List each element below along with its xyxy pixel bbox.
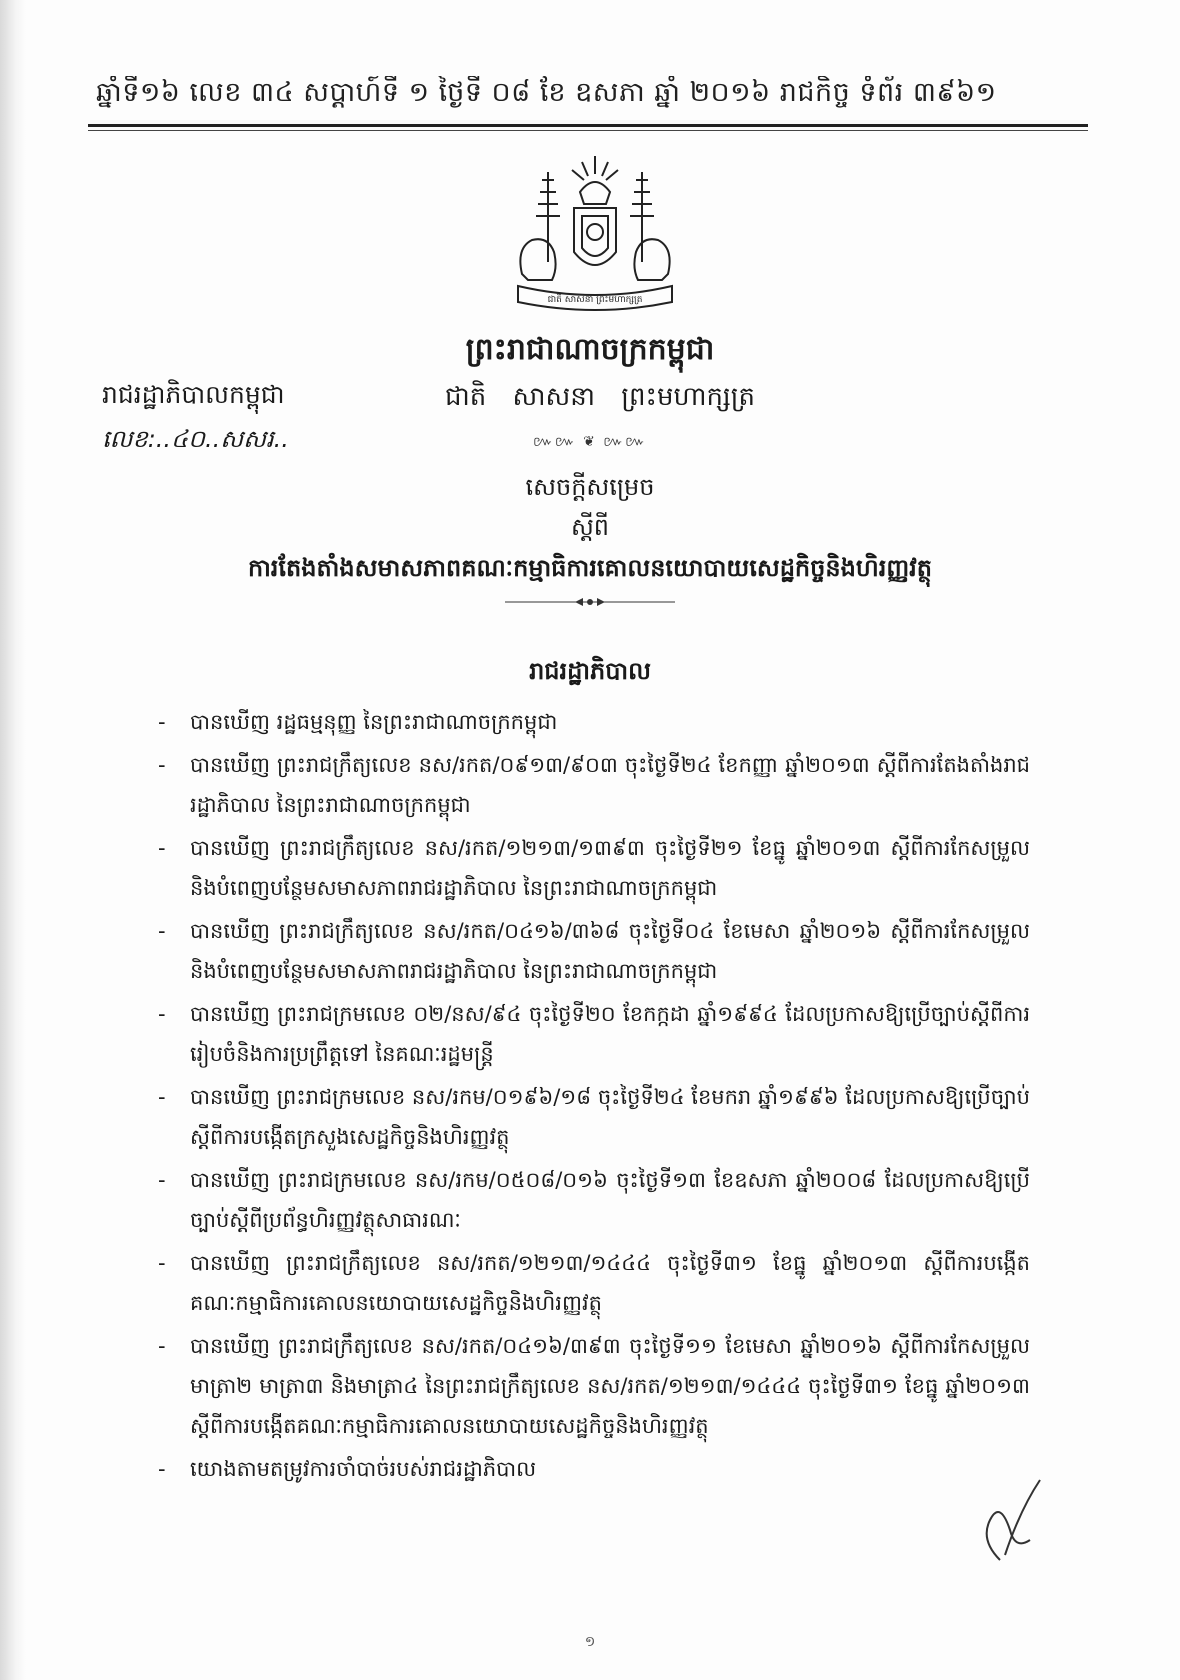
emblem-ribbon-text: ជាតិ សាសនា ព្រះមហាក្សត្រ (547, 295, 643, 305)
consideration-text: បានឃើញ រដ្ឋធម្មនុញ្ញ នៃព្រះរាជាណាចក្រកម្ពុជា (190, 710, 558, 734)
header-rule-thin (88, 130, 1088, 131)
government-label: រាជរដ្ឋាភិបាលកម្ពុជា (102, 380, 285, 409)
bullet-dash: - (158, 1334, 166, 1358)
document-subject: ការតែងតាំងសមាសភាពគណៈកម្មាធិការគោលនយោបាយសេដ្ឋកិច្ចនិងហិរញ្ញវត្ថុ (247, 554, 933, 582)
consideration-item (158, 828, 1030, 908)
consideration-item (158, 1449, 1030, 1489)
document-type: សេចក្តីសម្រេច (525, 473, 655, 501)
subject-divider (505, 596, 675, 608)
consideration-item (158, 1326, 1030, 1446)
reference-number: លេខ:..៤០..សសរ.. (102, 425, 289, 453)
bullet-dash: - (158, 753, 166, 777)
consideration-text: យោងតាមតម្រូវការចាំបាច់របស់រាជរដ្ឋាភិបាល (190, 1457, 537, 1481)
handwritten-initial-icon (960, 1470, 1050, 1570)
national-motto: ជាតិ សាសនា ព្រះមហាក្សត្រ (445, 382, 755, 412)
consideration-text: បានឃើញ ព្រះរាជក្រឹត្យលេខ នស/រកត/១២១៣/១៣៩៣ ចុះថ្ងៃទី២១ ខែធ្នូ ឆ្នាំ២០១៣ ស្តីពីការកែសម្រួលនិងបំពេញបន្ថែមសមាសភាពរាជរដ្ឋាភិបាល នៃព្រះរាជាណាចក្រកម្ពុជា (190, 836, 1030, 900)
issuer-heading: រាជរដ្ឋាភិបាល (529, 657, 651, 685)
bullet-dash: - (158, 1085, 166, 1109)
page-number: ១ (584, 1634, 596, 1650)
bullet-dash: - (158, 710, 166, 734)
bullet-dash: - (158, 1168, 166, 1192)
scan-edge (0, 0, 26, 1680)
consideration-item (158, 994, 1030, 1074)
consideration-text: បានឃើញ ព្រះរាជក្រឹត្យលេខ នស/រកត/០៤១៦/៣៩៣ ចុះថ្ងៃទី១១ ខែមេសា ឆ្នាំ២០១៦ ស្តីពីការកែសម្រួលមាត្រា២ មាត្រា៣ និងមាត្រា៤ នៃព្រះរាជក្រឹត្យលេខ នស/រកត/១២១៣/១៤៤៤ ចុះថ្ងៃទី៣១ ខែធ្នូ ឆ្នាំ២០១៣ ស្តីពីការបង្កើតគណៈកម្មាធិការគោលនយោបាយសេដ្ឋកិច្ចនិងហិរញ្ញវត្ថុ (190, 1334, 1030, 1438)
bullet-dash: - (158, 1457, 166, 1481)
consideration-text: បានឃើញ ព្រះរាជក្រឹត្យលេខ នស/រកត/១២១៣/១៤៤៤ ចុះថ្ងៃទី៣១ ខែធ្នូ ឆ្នាំ២០១៣ ស្តីពីការបង្កើតគណៈកម្មាធិការគោលនយោបាយសេដ្ឋកិច្ចនិងហិរញ្ញវត្ថុ (190, 1251, 1030, 1315)
consideration-text: បានឃើញ ព្រះរាជក្រឹត្យលេខ នស/រកត/០៩១៣/៩០៣ ចុះថ្ងៃទី២៤ ខែកញ្ញា ឆ្នាំ២០១៣ ស្តីពីការតែងតាំងរាជរដ្ឋាភិបាល នៃព្រះរាជាណាចក្រកម្ពុជា (190, 753, 1030, 817)
consideration-item (158, 745, 1030, 825)
considerations-list (158, 702, 1030, 1492)
royal-coat-of-arms-icon (502, 152, 688, 314)
consideration-item (158, 702, 1030, 742)
bullet-dash: - (158, 919, 166, 943)
consideration-text: បានឃើញ ព្រះរាជក្រមលេខ នស/រកម/០៥០៨/០១៦ ចុះថ្ងៃទី១៣ ខែឧសភា ឆ្នាំ២០០៨ ដែលប្រកាសឱ្យប្រើច្បាប់ស្តីពីប្រព័ន្ធហិរញ្ញវត្ថុសាធារណៈ (190, 1168, 1030, 1232)
gazette-header: ឆ្នាំទី១៦ លេខ ៣៤ សប្តាហ៍ទី ១ ថ្ងៃទី ០៨ ខែ ឧសភា ឆ្នាំ ២០១៦ រាជកិច្ច ទំព័រ ៣៩៦១ (96, 77, 997, 108)
about-label: ស្តីពី (570, 513, 610, 541)
consideration-item (158, 911, 1030, 991)
consideration-item (158, 1243, 1030, 1323)
consideration-item (158, 1160, 1030, 1240)
kingdom-title: ព្រះរាជាណាចក្រកម្ពុជា (465, 332, 715, 367)
bullet-dash: - (158, 836, 166, 860)
header-rule (88, 124, 1088, 127)
consideration-text: បានឃើញ ព្រះរាជក្រមលេខ នស/រកម/០១៩៦/១៨ ចុះថ្ងៃទី២៤ ខែមករា ឆ្នាំ១៩៩៦ ដែលប្រកាសឱ្យប្រើច្បាប់ស្តីពីការបង្កើតក្រសួងសេដ្ឋកិច្ចនិងហិរញ្ញវត្ថុ (190, 1085, 1030, 1149)
ornament-divider: ៚៚ ❦ ៚៚ (533, 434, 647, 450)
consideration-item (158, 1077, 1030, 1157)
consideration-text: បានឃើញ ព្រះរាជក្រឹត្យលេខ នស/រកត/០៤១៦/៣៦៨ ចុះថ្ងៃទី០៤ ខែមេសា ឆ្នាំ២០១៦ ស្តីពីការកែសម្រួលនិងបំពេញបន្ថែមសមាសភាពរាជរដ្ឋាភិបាល នៃព្រះរាជាណាចក្រកម្ពុជា (190, 919, 1030, 983)
bullet-dash: - (158, 1002, 166, 1026)
bullet-dash: - (158, 1251, 166, 1275)
consideration-text: បានឃើញ ព្រះរាជក្រមលេខ ០២/នស/៩៤ ចុះថ្ងៃទី២០ ខែកក្កដា ឆ្នាំ១៩៩៤ ដែលប្រកាសឱ្យប្រើច្បាប់ស្តីពីការរៀបចំនិងការប្រព្រឹត្តទៅ នៃគណៈរដ្ឋមន្ត្រី (190, 1002, 1030, 1066)
